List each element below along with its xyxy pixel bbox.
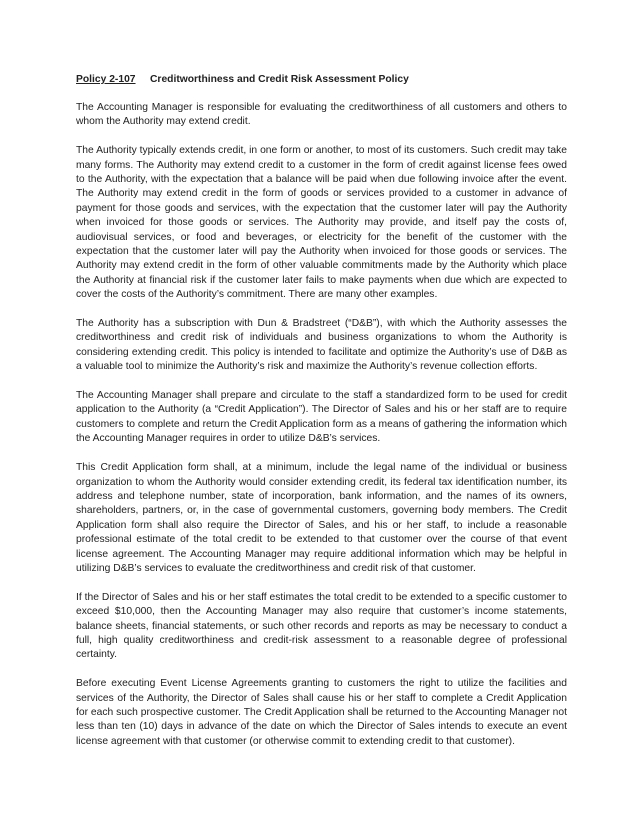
paragraph-credit-forms: The Authority typically extends credit, in one form or another, to most of its customers. Such credit may take many forms. The Authority may extend credit to a customer in the form of credit against license fees owed to the Authority, with the expectation that a balance will be paid when due following invoice after the event. The Authority may extend credit in the form of goods or services provided to a customer in advance of payment for those goods and services, with the expectation that the customer later will pay the Authority when invoiced for those goods or services. The Authority may provide, and itself pay the costs of, audiovisual services, or food and beverages, or electricity for the benefit of the customer with the expectation that the customer later will pay the Authority when invoiced for those goods or services. The Authority may extend credit in the form of other valuable commitments made by the Authority which place the Authority at financial risk if the customer later fails to make payments when due which are expected to cover the costs of the Authority’s commitment. There are many other examples. — [76, 145, 567, 301]
policy-number: Policy 2-107 — [76, 74, 136, 85]
document-page — [76, 73, 567, 764]
paragraph-responsibility: The Accounting Manager is responsible for evaluating the creditworthiness of all customers and others to whom the Authority may extend credit. — [76, 102, 567, 128]
paragraph-dnb-subscription: The Authority has a subscription with Dun & Bradstreet (“D&B”), with which the Authority assesses the creditworthiness and credit risk of individuals and business organizations to whom the Authority is considering extending credit. This policy is intended to facilitate and optimize the Authority’s use of D&B as a valuable tool to minimize the Authority’s risk and maximize the Authority’s revenue collection efforts. — [76, 318, 567, 373]
paragraph-before-executing: Before executing Event License Agreements granting to customers the right to utilize the facilities and services of the Authority, the Director of Sales shall cause his or her staff to complete a Credit Application for each such prospective customer. The Credit Application shall be returned to the Accounting Manager not less than ten (10) days in advance of the date on which the Director of Sales intends to execute an event license agreement with that customer (or otherwise commit to extending credit to that customer). — [76, 678, 567, 747]
paragraph-credit-application: The Accounting Manager shall prepare and circulate to the staff a standardized form to be used for credit application to the Authority (a “Credit Application”). The Director of Sales and his or her staff are to require customers to complete and return the Credit Application form as a means of gathering the information which the Accounting Manager requires in order to utilize D&B’s services. — [76, 390, 567, 445]
paragraph-large-credit: If the Director of Sales and his or her staff estimates the total credit to be extended to a specific customer to exceed $10,000, then the Accounting Manager may also require that customer’s income statements, balance sheets, financial statements, or such other records and reports as may be necessary to conduct a full, high quality creditworthiness and credit-risk assessment to a reasonable degree of professional certainty. — [76, 591, 567, 661]
policy-heading — [76, 73, 567, 87]
paragraph-form-contents: This Credit Application form shall, at a minimum, include the legal name of the individual or business organization to whom the Authority would consider extending credit, its federal tax identification number, its address and telephone number, state of incorporation, bank information, and the names of its owners, shareholders, partners, or, in the case of governmental customers, governing body members. The Credit Application form shall also require the Director of Sales, and his or her staff, to include a reasonable professional estimate of the total credit to be extended to that customer over the course of that event license agreement. The Accounting Manager may require additional information which may be helpful in utilizing D&B’s services to evaluate the creditworthiness and credit risk of that customer. — [76, 462, 567, 574]
policy-title: Creditworthiness and Credit Risk Assessment Policy — [150, 74, 409, 85]
